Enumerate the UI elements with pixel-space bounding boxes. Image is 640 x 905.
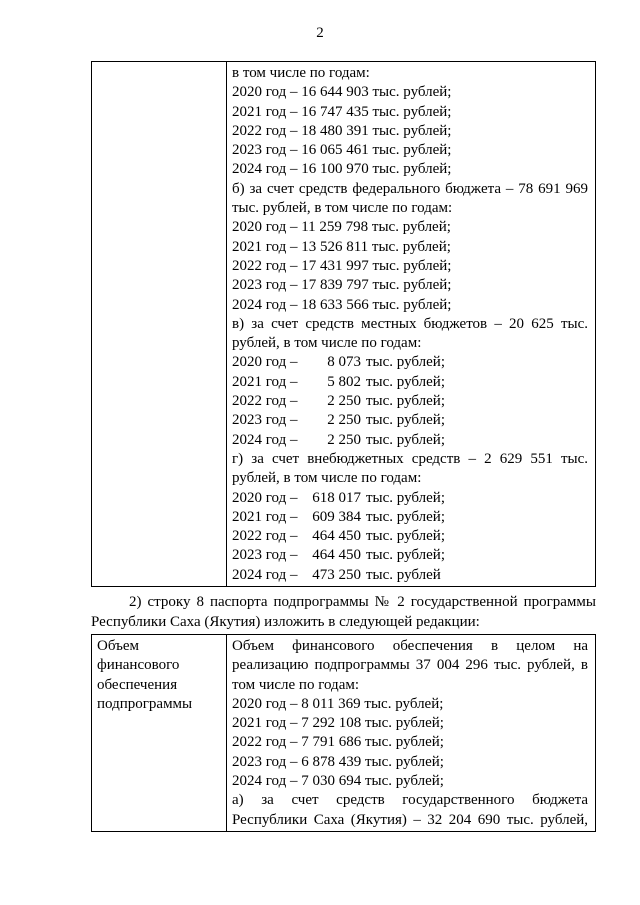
year-row: 2021 год – 13 526 811 тыс. рублей;	[232, 238, 451, 255]
paragraph-line: 2) строку 8 паспорта подпрограммы № 2 государственной программы	[129, 594, 596, 610]
local-budget-line: в) за счет средств местных бюджетов – 20 625 тыс.	[232, 315, 588, 332]
year-row: 2020 год – 8 011 369 тыс. рублей;	[232, 695, 444, 712]
year-row: 2020 год – 11 259 798 тыс. рублей;	[232, 219, 451, 236]
unit: тыс. рублей;	[366, 393, 445, 410]
year-row: 2021 год – 16 747 435 тыс. рублей;	[232, 103, 452, 120]
year-label: 2022 год –	[232, 528, 298, 545]
amount: 2 250	[327, 412, 361, 429]
state-budget-line: Республики Саха (Якутия) – 32 204 690 тыс. рублей,	[232, 811, 588, 828]
label-line: обеспечения	[97, 676, 178, 693]
year-row: 2020 год – 16 644 903 тыс. рублей;	[232, 84, 452, 101]
unit: тыс. рублей;	[366, 431, 445, 448]
year-row: 2022 год – 7 791 686 тыс. рублей;	[232, 734, 444, 751]
text-line: в том числе по годам:	[232, 65, 370, 81]
extra-year-row	[232, 508, 588, 527]
text-line: рублей, в том числе по годам:	[232, 335, 422, 352]
year-row: 2023 год – 16 065 461 тыс. рублей;	[232, 142, 452, 159]
year-row: 2022 год – 17 431 997 тыс. рублей;	[232, 257, 452, 274]
local-year-row	[232, 411, 588, 430]
text-line: реализацию подпрограммы 37 004 296 тыс. рублей, в	[232, 657, 588, 674]
unit: тыс. рублей	[366, 566, 441, 583]
table1-right-cell	[227, 62, 596, 587]
page-number: 2	[316, 25, 324, 41]
year-row: 2021 год – 7 292 108 тыс. рублей;	[232, 715, 444, 732]
year-row: 2023 год – 17 839 797 тыс. рублей;	[232, 277, 452, 294]
unit: тыс. рублей;	[366, 489, 445, 506]
label-line: Объем	[97, 638, 139, 654]
year-label: 2023 год –	[232, 412, 298, 429]
year-row: 2023 год – 6 878 439 тыс. рублей;	[232, 753, 444, 770]
funding-table-continued	[91, 61, 596, 587]
extrabudgetary-line: г) за счет внебюджетных средств – 2 629 551 тыс.	[232, 450, 588, 467]
amount: 618 017	[312, 489, 361, 506]
unit: тыс. рублей;	[366, 354, 445, 371]
unit: тыс. рублей;	[366, 547, 445, 564]
year-label: 2024 год –	[232, 566, 298, 583]
label-line: подпрограммы	[97, 695, 193, 712]
amount: 2 250	[327, 431, 361, 448]
label-line: финансового	[97, 657, 180, 674]
year-row: 2024 год – 7 030 694 тыс. рублей;	[232, 773, 444, 790]
year-label: 2020 год –	[232, 489, 298, 506]
table2-label-cell	[92, 635, 227, 832]
amount: 8 073	[327, 354, 361, 371]
amount: 464 450	[312, 528, 361, 545]
local-year-row	[232, 373, 588, 392]
amount: 473 250	[312, 566, 361, 583]
extra-year-row	[232, 546, 588, 565]
text-line: рублей, в том числе по годам:	[232, 470, 422, 487]
text-line: Объем финансового обеспечения в целом на	[232, 638, 588, 654]
amendment-paragraph	[91, 592, 596, 632]
extra-year-row	[232, 527, 588, 546]
amount: 464 450	[312, 547, 361, 564]
extra-year-row	[232, 566, 588, 585]
year-row: 2022 год – 18 480 391 тыс. рублей;	[232, 122, 452, 139]
paragraph-line: Республики Саха (Якутия) изложить в следующей редакции:	[91, 614, 480, 630]
unit: тыс. рублей;	[366, 412, 445, 429]
subprogram-funding-table	[91, 634, 596, 832]
year-row: 2024 год – 16 100 970 тыс. рублей;	[232, 161, 452, 178]
amount: 5 802	[327, 373, 361, 390]
amount: 609 384	[312, 508, 361, 525]
table2-value-cell	[227, 635, 596, 832]
unit: тыс. рублей;	[366, 373, 445, 390]
text-line: том числе по годам:	[232, 676, 360, 693]
amount: 2 250	[327, 393, 361, 410]
table1-left-cell	[92, 62, 227, 587]
local-year-row	[232, 392, 588, 411]
state-budget-line: а) за счет средств государственного бюджета	[232, 792, 588, 809]
extra-year-row	[232, 489, 588, 508]
year-label: 2021 год –	[232, 508, 298, 525]
local-year-row	[232, 353, 588, 372]
year-label: 2021 год –	[232, 373, 298, 390]
year-label: 2022 год –	[232, 393, 298, 410]
federal-budget-line: б) за счет средств федерального бюджета – 78 691 969	[232, 180, 588, 197]
year-label: 2024 год –	[232, 431, 298, 448]
year-label: 2020 год –	[232, 354, 298, 371]
unit: тыс. рублей;	[366, 508, 445, 525]
unit: тыс. рублей;	[366, 528, 445, 545]
local-year-row	[232, 431, 588, 450]
year-label: 2023 год –	[232, 547, 298, 564]
year-row: 2024 год – 18 633 566 тыс. рублей;	[232, 296, 452, 313]
text-line: тыс. рублей, в том числе по годам:	[232, 200, 453, 217]
